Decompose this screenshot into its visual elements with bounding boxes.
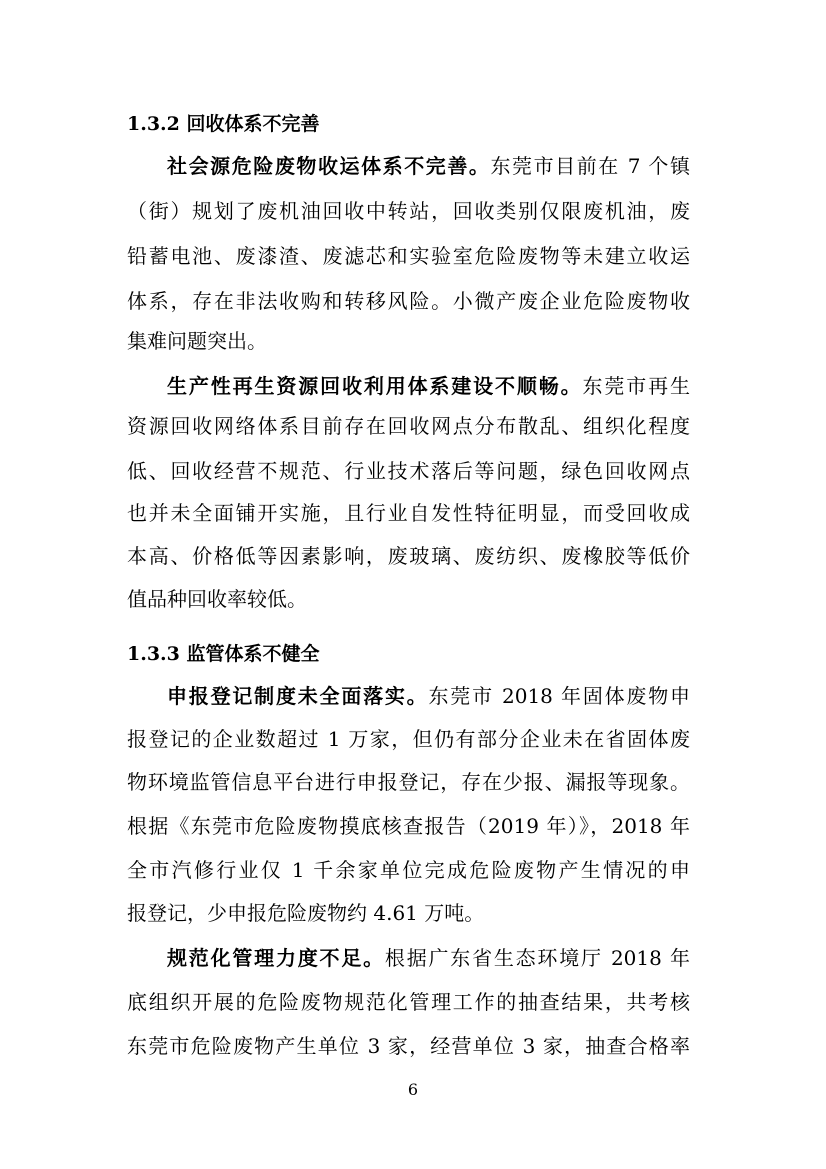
paragraph-line [167, 373, 690, 399]
paragraph-text: 根据广东省生态环境厅 2018 年 [384, 946, 690, 970]
paragraph-line: （街）规划了废机油回收中转站，回收类别仅限废机油，废 [127, 199, 690, 223]
page-number: 6 [407, 1080, 419, 1099]
paragraph-line: 根据《东莞市危险废物摸底核查报告（2019 年）》，2018 年 [127, 814, 690, 838]
paragraph-line: 物环境监管信息平台进行申报登记，存在少报、漏报等现象。 [127, 770, 690, 794]
paragraph-lead: 规范化管理力度不足。 [167, 946, 385, 970]
paragraph-line [167, 153, 690, 179]
paragraph-lead: 申报登记制度未全面落实。 [167, 684, 429, 708]
paragraph-text: 东莞市目前在 7 个镇 [490, 154, 690, 178]
paragraph-lead: 生产性再生资源回收利用体系建设不顺畅。 [167, 374, 583, 398]
paragraph-line: 资源回收网络体系目前存在回收网点分布散乱、组织化程度 [127, 414, 690, 438]
paragraph-text: 东莞市 2018 年固体废物申 [428, 684, 690, 708]
section-heading-1-3-2: 1.3.2 回收体系不完善 [127, 113, 320, 135]
paragraph-line: 铅蓄电池、废漆渣、废滤芯和实验室危险废物等未建立收运 [127, 244, 690, 268]
paragraph-line: 值品种回收率较低。 [127, 587, 307, 611]
paragraph-line: 报登记的企业数超过 1 万家，但仍有部分企业未在省固体废 [127, 727, 690, 751]
paragraph-line: 也并未全面铺开实施，且行业自发性特征明显，而受回收成 [127, 501, 690, 525]
paragraph-line: 报登记，少申报危险废物约 4.61 万吨。 [127, 901, 485, 925]
paragraph-line: 全市汽修行业仅 1 千余家单位完成危险废物产生情况的申 [127, 858, 690, 882]
paragraph-line: 低、回收经营不规范、行业技术落后等问题，绿色回收网点 [127, 459, 690, 483]
paragraph-line: 集难问题突出。 [127, 329, 267, 353]
paragraph-line: 东莞市危险废物产生单位 3 家，经营单位 3 家，抽查合格率 [127, 1034, 690, 1058]
paragraph-line: 体系，存在非法收购和转移风险。小微产废企业危险废物收 [127, 289, 690, 313]
paragraph-lead: 社会源危险废物收运体系不完善。 [167, 154, 491, 178]
section-heading-1-3-3: 1.3.3 监管体系不健全 [127, 643, 320, 665]
paragraph-text: 东莞市再生 [582, 374, 691, 398]
paragraph-line [167, 945, 690, 971]
paragraph-line: 底组织开展的危险废物规范化管理工作的抽查结果，共考核 [127, 990, 690, 1014]
paragraph-line [167, 683, 690, 709]
paragraph-line: 本高、价格低等因素影响，废玻璃、废纺织、废橡胶等低价 [127, 544, 690, 568]
